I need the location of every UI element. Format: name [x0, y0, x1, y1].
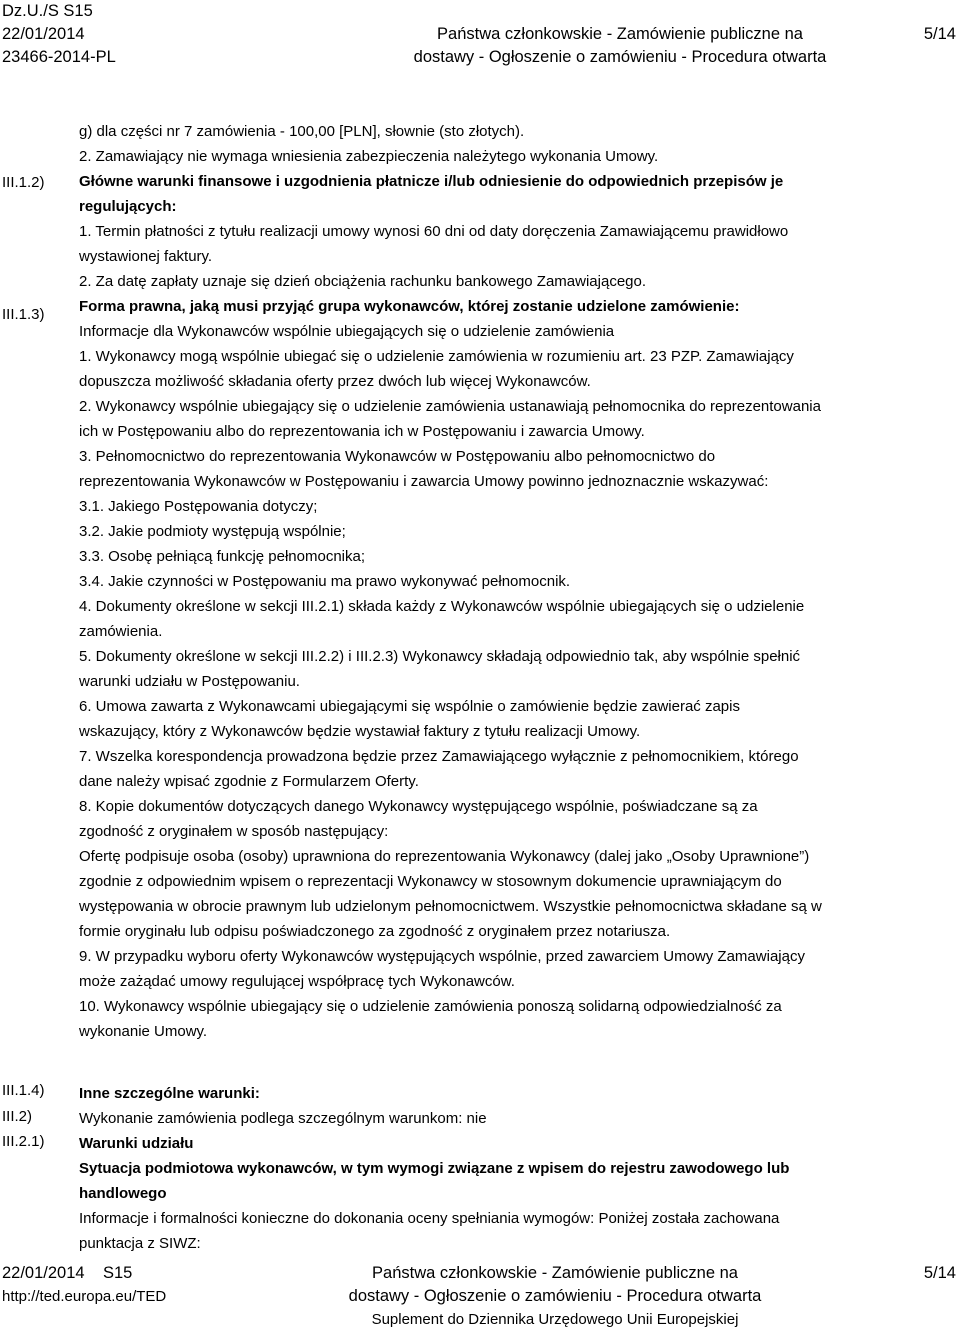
text-line: Wykonanie zamówienia podlega szczególnym warunkom: nie: [79, 1110, 487, 1127]
text-line: dane należy wpisać zgodnie z Formularzem Oferty.: [79, 773, 419, 790]
text-line: 7. Wszelka korespondencja prowadzona będzie przez Zamawiającego wyłącznie z pełnomocnikiem, którego: [79, 748, 799, 765]
text-line: 1. Termin płatności z tytułu realizacji umowy wynosi 60 dni od daty doręczenia Zamawiającemu prawidłowo: [79, 223, 789, 240]
text-line: 2. Wykonawcy wspólnie ubiegający się o udzielenie zamówienia ustanawiają pełnomocnika do reprezentowania: [79, 398, 821, 415]
text-line: zgodność z oryginałem w sposób następujący:: [79, 823, 389, 840]
section-heading: Główne warunki finansowe i uzgodnienia płatnicze i/lub odniesienie do odpowiednich przepisów je: [79, 173, 784, 190]
text-line: 3.3. Osobę pełniącą funkcję pełnomocnika;: [79, 548, 366, 565]
footer-page-number: 5/14: [923, 1264, 956, 1282]
journal-ref: Dz.U./S S15: [2, 2, 93, 20]
section-number: III.1.3): [2, 306, 45, 323]
notice-number: 23466-2014-PL: [2, 48, 116, 66]
text-line: 4. Dokumenty określone w sekcji III.2.1) składa każdy z Wykonawców wspólnie ubiegających się o udzielenie: [79, 598, 805, 615]
section-heading: Sytuacja podmiotowa wykonawców, w tym wymogi związane z wpisem do rejestru zawodowego lub: [79, 1160, 790, 1177]
section-number: III.1.4): [2, 1082, 45, 1099]
header-title-line-2: dostawy - Ogłoszenie o zamówieniu - Procedura otwarta: [413, 48, 827, 66]
section-heading: regulujących:: [79, 198, 177, 215]
section-heading: handlowego: [79, 1185, 167, 1202]
section-number: III.2): [2, 1108, 33, 1125]
footer-reference: [2, 1262, 166, 1308]
header-date: 22/01/2014: [2, 25, 85, 43]
text-line: 8. Kopie dokumentów dotyczących danego Wykonawcy występującego wspólnie, poświadczane są za: [79, 798, 758, 815]
text-line: wystawionej faktury.: [79, 248, 213, 265]
section-heading: Inne szczególne warunki:: [79, 1085, 260, 1102]
text-line: zamówienia.: [79, 623, 163, 640]
text-line: 3.1. Jakiego Postępowania dotyczy;: [79, 498, 318, 515]
footer-url: http://ted.europa.eu/TED: [2, 1288, 167, 1305]
section-number: III.1.2): [2, 174, 45, 191]
header-page-number: 5/14: [923, 25, 956, 43]
text-line: 10. Wykonawcy wspólnie ubiegający się o udzielenie zamówienia ponoszą solidarną odpowiedzialność za: [79, 998, 782, 1015]
text-line: zgodnie z odpowiednim wpisem o reprezentacji Wykonawcy w stosownym dokumencie uprawniającym do: [79, 873, 782, 890]
document-body-end: [79, 1081, 957, 1256]
section-number: III.2.1): [2, 1133, 45, 1150]
header-title: [340, 23, 900, 69]
text-line: występowania w obrocie prawnym lub udzielonym pełnomocnictwem. Wszystkie pełnomocnictwa składane są w: [79, 898, 822, 915]
text-line: może zażądać umowy regulującej współpracę tych Wykonawców.: [79, 973, 515, 990]
header-reference: [2, 0, 116, 69]
text-line: Informacje i formalności konieczne do dokonania oceny spełniania wymogów: Poniżej została zachowana: [79, 1210, 780, 1227]
text-line: wskazujący, który z Wykonawców będzie wystawiał faktury z tytułu realizacji Umowy.: [79, 723, 641, 740]
document-body: [79, 119, 957, 1044]
footer-supplement: Suplement do Dziennika Urzędowego Unii Europejskiej: [371, 1311, 739, 1328]
header-title-line-1: Państwa członkowskie - Zamówienie publiczne na: [437, 25, 803, 43]
text-line: Ofertę podpisuje osoba (osoby) uprawniona do reprezentowania Wykonawcy (dalej jako „Osoby Uprawnione”): [79, 848, 810, 865]
section-heading: Forma prawna, jaką musi przyjąć grupa wykonawców, której zostanie udzielone zamówienie:: [79, 298, 740, 315]
text-line: 2. Za datę zapłaty uznaje się dzień obciążenia rachunku bankowego Zamawiającego.: [79, 273, 647, 290]
text-line: 3.2. Jakie podmioty występują wspólnie;: [79, 523, 346, 540]
text-line: 9. W przypadku wyboru oferty Wykonawców występujących wspólnie, przed zawarciem Umowy Zamawiający: [79, 948, 805, 965]
text-line: 6. Umowa zawarta z Wykonawcami ubiegającymi się wspólnie o zamówienie będzie zawierać zapis: [79, 698, 740, 715]
text-line: formie oryginału lub odpisu poświadczonego za zgodność z oryginałem przez notariusza.: [79, 923, 671, 940]
footer-title-line-2: dostawy - Ogłoszenie o zamówieniu - Procedura otwarta: [348, 1287, 762, 1305]
text-line: dopuszcza możliwość składania oferty przez dwóch lub więcej Wykonawców.: [79, 373, 591, 390]
text-line: ich w Postępowaniu albo do reprezentowania ich w Postępowaniu i zawarcia Umowy.: [79, 423, 645, 440]
text-line: 5. Dokumenty określone w sekcji III.2.2) i III.2.3) Wykonawcy składają odpowiednio tak, aby wspólnie spełnić: [79, 648, 801, 665]
footer-date: 22/01/2014: [2, 1264, 85, 1282]
text-line: warunki udziału w Postępowaniu.: [79, 673, 300, 690]
footer-edition: S15: [102, 1264, 133, 1282]
text-line: punktacja z SIWZ:: [79, 1235, 201, 1252]
text-line: wykonanie Umowy.: [79, 1023, 208, 1040]
text-line: reprezentowania Wykonawców w Postępowaniu i zawarcia Umowy powinno jednoznacznie wskazywać:: [79, 473, 769, 490]
text-line: 3. Pełnomocnictwo do reprezentowania Wykonawców w Postępowaniu albo pełnomocnictwo do: [79, 448, 716, 465]
footer-title-line-1: Państwa członkowskie - Zamówienie publiczne na: [372, 1264, 738, 1282]
text-line: 2. Zamawiający nie wymaga wniesienia zabezpieczenia należytego wykonania Umowy.: [79, 148, 659, 165]
text-line: g) dla części nr 7 zamówienia - 100,00 [PLN], słownie (sto złotych).: [79, 123, 525, 140]
section-heading: Warunki udziału: [79, 1135, 194, 1152]
text-line: 3.4. Jakie czynności w Postępowaniu ma prawo wykonywać pełnomocnik.: [79, 573, 571, 590]
text-line: Informacje dla Wykonawców wspólnie ubiegających się o udzielenie zamówienia: [79, 323, 615, 340]
text-line: 1. Wykonawcy mogą wspólnie ubiegać się o udzielenie zamówienia w rozumieniu art. 23 PZP. Zamawiający: [79, 348, 794, 365]
footer-title: [340, 1262, 770, 1331]
